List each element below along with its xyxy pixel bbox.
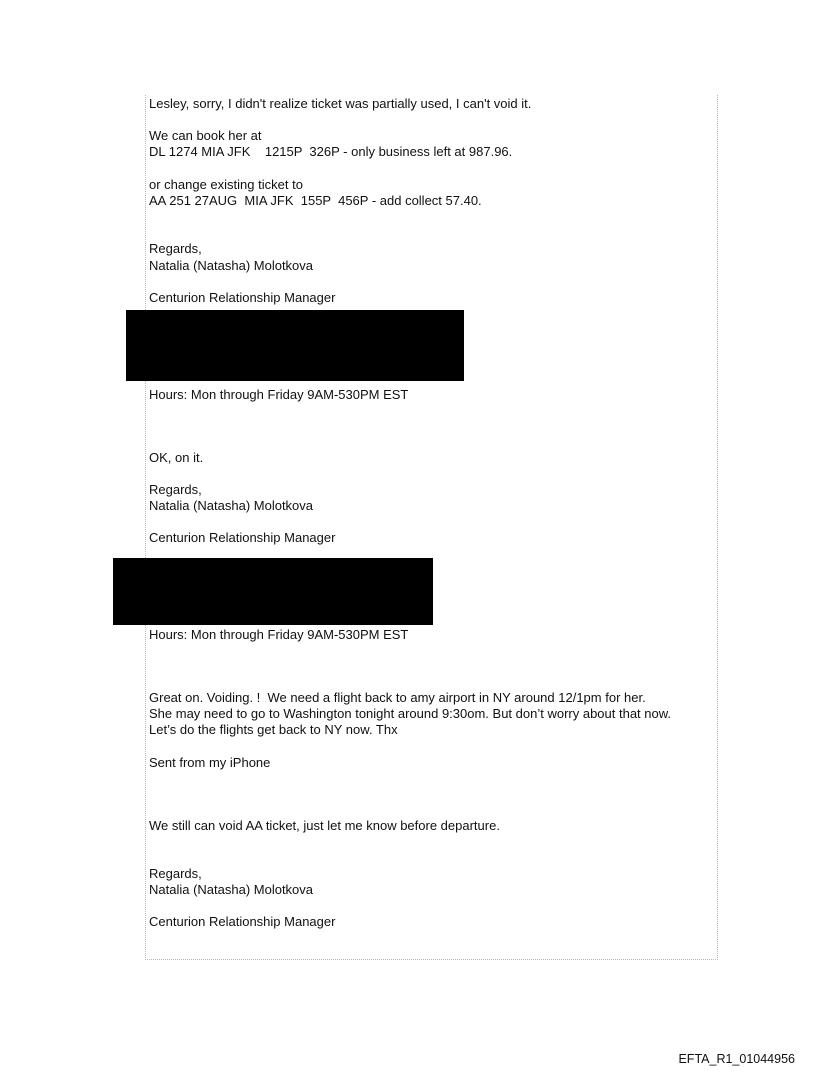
message-3-line-2: She may need to go to Washington tonight around 9:30om. But don’t worry about that now. [149, 706, 672, 721]
signature-title: Centurion Relationship Manager [149, 530, 336, 545]
signature-name: Natalia (Natasha) Molotkova [149, 882, 314, 897]
redaction-block [126, 310, 464, 381]
signature-hours: Hours: Mon through Friday 9AM-530PM EST [149, 627, 409, 642]
message-2-line-1: OK, on it. [149, 450, 204, 465]
signature-closing: Regards, [149, 241, 202, 256]
signature-name: Natalia (Natasha) Molotkova [149, 498, 314, 513]
message-1-line-2: We can book her at [149, 128, 262, 143]
signature-title: Centurion Relationship Manager [149, 914, 336, 929]
message-1-line-5: AA 251 27AUG MIA JFK 155P 456P - add collect 57.40. [149, 193, 482, 208]
signature-name: Natalia (Natasha) Molotkova [149, 258, 314, 273]
message-1-line-1: Lesley, sorry, I didn't realize ticket was partially used, I can't void it. [149, 96, 532, 111]
message-4-line-1: We still can void AA ticket, just let me know before departure. [149, 818, 500, 833]
signature-closing: Regards, [149, 482, 202, 497]
message-3-line-1: Great on. Voiding. ! We need a flight back to amy airport in NY around 12/1pm for her. [149, 690, 646, 705]
signature-closing: Regards, [149, 866, 202, 881]
message-1-line-4: or change existing ticket to [149, 177, 303, 192]
document-id: EFTA_R1_01044956 [678, 1052, 795, 1066]
redaction-block [113, 558, 433, 625]
message-1-line-3: DL 1274 MIA JFK 1215P 326P - only business left at 987.96. [149, 144, 513, 159]
sent-from-line: Sent from my iPhone [149, 755, 271, 770]
message-3-line-3: Let’s do the flights get back to NY now. Thx [149, 722, 398, 737]
signature-title: Centurion Relationship Manager [149, 290, 336, 305]
signature-hours: Hours: Mon through Friday 9AM-530PM EST [149, 387, 409, 402]
